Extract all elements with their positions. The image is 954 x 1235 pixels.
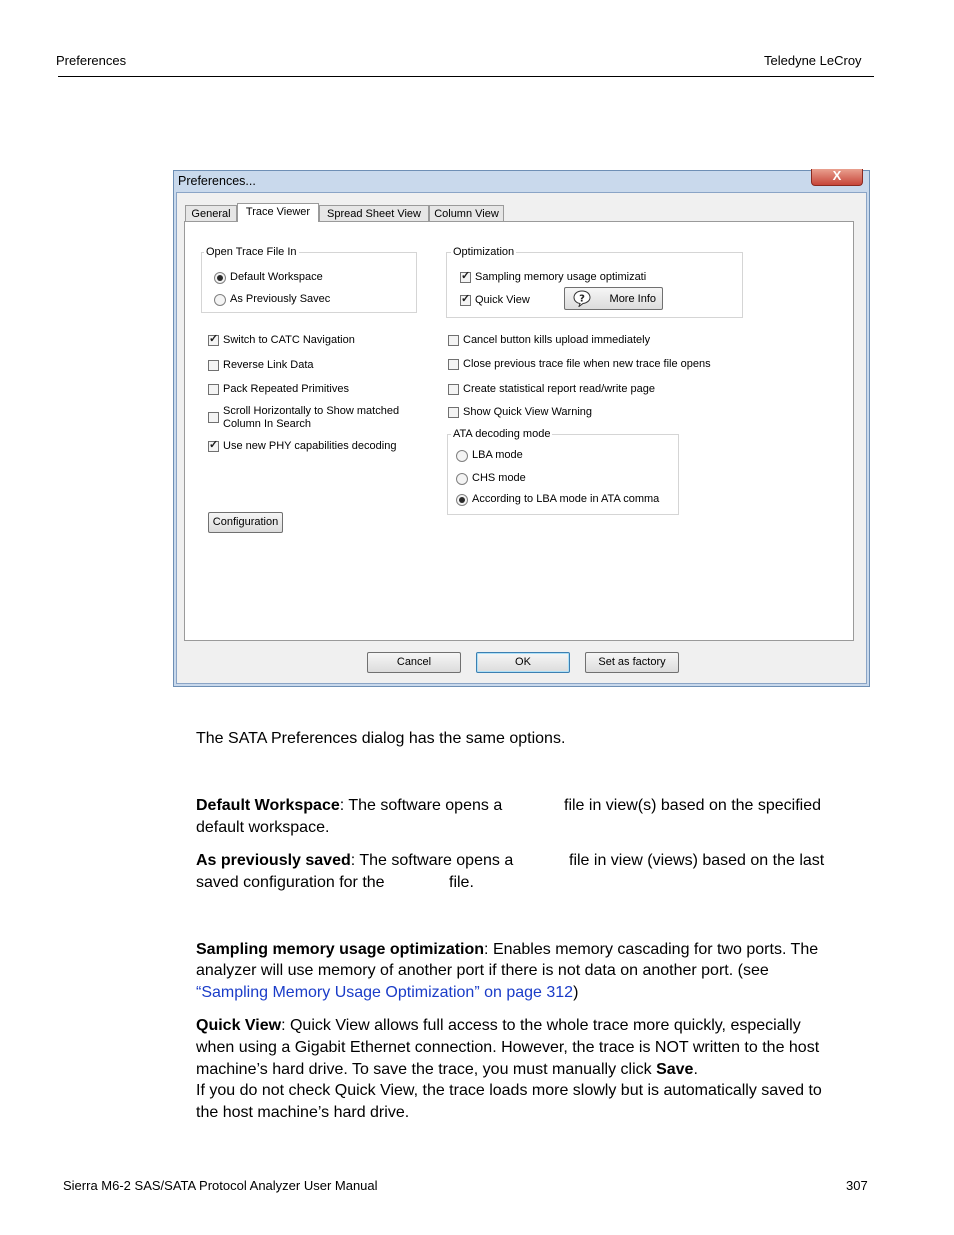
tab-spread-sheet-view[interactable]: Spread Sheet View: [319, 205, 429, 221]
close-previous-trace-checkbox[interactable]: Close previous trace file when new trace file opens: [448, 358, 711, 371]
scroll-horizontally-checkbox[interactable]: Scroll Horizontally to Show matched Column In Search: [208, 405, 399, 431]
optimization-group-label: Optimization: [453, 246, 515, 258]
checkbox-unchecked-icon: [208, 412, 219, 423]
dialog-title: Preferences...: [178, 174, 256, 188]
header-company: Teledyne LeCroy: [764, 53, 862, 68]
radio-lba-mode[interactable]: LBA mode: [456, 449, 523, 462]
ata-decoding-group-label: ATA decoding mode: [453, 428, 551, 440]
default-workspace-line2: default workspace.: [196, 819, 330, 836]
checkbox-unchecked-icon: [208, 360, 219, 371]
checkbox-unchecked-icon: [448, 407, 459, 418]
checkbox-unchecked-icon: [448, 384, 459, 395]
radio-unselected-icon: [214, 294, 226, 306]
checkbox-checked-icon: [460, 295, 471, 306]
tab-general[interactable]: General: [185, 205, 237, 221]
default-workspace-line1b: file in view(s) based on the specified: [564, 797, 822, 814]
radio-chs-mode[interactable]: CHS mode: [456, 472, 526, 485]
quick-view-line5: the host machine’s hard drive.: [196, 1104, 410, 1121]
footer-manual-title: Sierra M6-2 SAS/SATA Protocol Analyzer User Manual: [63, 1178, 378, 1193]
help-bubble-icon: [573, 290, 591, 307]
close-icon: X: [832, 168, 842, 183]
cancel-kills-upload-checkbox[interactable]: Cancel button kills upload immediately: [448, 334, 650, 347]
tab-column-view[interactable]: Column View: [429, 205, 504, 221]
ok-button[interactable]: OK: [476, 652, 570, 673]
cancel-button[interactable]: Cancel: [367, 652, 461, 673]
dialog-body: [176, 192, 867, 684]
pack-repeated-primitives-checkbox[interactable]: Pack Repeated Primitives: [208, 383, 349, 396]
previously-saved-line1b: file in view (views) based on the last: [569, 852, 825, 869]
quick-view-checkbox[interactable]: ✓ Quick View: [460, 294, 530, 307]
header-rule: [58, 76, 874, 77]
checkbox-checked-icon: [208, 441, 219, 452]
trace-viewer-panel: [184, 221, 854, 641]
default-workspace-line1: Default Workspace: The software opens a: [196, 797, 503, 814]
checkbox-unchecked-icon: [448, 359, 459, 370]
create-statistical-report-checkbox[interactable]: Create statistical report read/write page: [448, 383, 655, 396]
close-button[interactable]: [811, 169, 863, 186]
header-section-title: Preferences: [56, 53, 127, 68]
radio-according-to-lba[interactable]: According to LBA mode in ATA comma: [456, 493, 659, 506]
sampling-line1: Sampling memory usage optimization: Enables memory cascading for two ports. The: [196, 941, 819, 958]
radio-selected-icon: [456, 494, 468, 506]
sata-note: The SATA Preferences dialog has the same options.: [196, 730, 566, 747]
checkbox-checked-icon: [460, 272, 471, 283]
radio-default-workspace[interactable]: Default Workspace: [214, 271, 323, 284]
quick-view-line4: If you do not check Quick View, the trace loads more slowly but is automatically saved to: [196, 1082, 822, 1099]
footer-page-number: 307: [846, 1178, 868, 1193]
radio-as-previously-saved[interactable]: As Previously Savec: [214, 293, 330, 306]
configuration-button[interactable]: Configuration: [208, 512, 283, 533]
radio-unselected-icon: [456, 450, 468, 462]
reverse-link-data-checkbox[interactable]: Reverse Link Data: [208, 359, 314, 372]
quick-view-line3: machine’s hard drive. To save the trace, you must manually click Save.: [196, 1061, 698, 1078]
open-trace-group-label: Open Trace File In: [206, 246, 297, 258]
switch-catc-navigation-checkbox[interactable]: ✓ Switch to CATC Navigation: [208, 334, 355, 347]
preferences-dialog: [173, 170, 870, 687]
quick-view-line1: Quick View: Quick View allows full access to the whole trace more quickly, especially: [196, 1017, 801, 1034]
sampling-line2: analyzer will use memory of another port if there is not data on another port. (see: [196, 962, 769, 979]
radio-selected-icon: [214, 272, 226, 284]
previously-saved-line1: As previously saved: The software opens a: [196, 852, 514, 869]
checkbox-unchecked-icon: [208, 384, 219, 395]
previously-saved-line2b: file.: [449, 874, 474, 891]
use-new-phy-checkbox[interactable]: ✓ Use new PHY capabilities decoding: [208, 440, 396, 453]
quick-view-line2: when using a Gigabit Ethernet connection. However, the trace is NOT written to the host: [196, 1039, 820, 1056]
previously-saved-line2: saved configuration for the: [196, 874, 385, 891]
svg-text:?: ?: [579, 293, 585, 305]
radio-unselected-icon: [456, 473, 468, 485]
sampling-memory-checkbox[interactable]: ✓ Sampling memory usage optimizati: [460, 271, 646, 284]
checkbox-unchecked-icon: [448, 335, 459, 346]
sampling-line3: “Sampling Memory Usage Optimization” on page 312): [196, 984, 579, 1001]
sampling-cross-reference-link[interactable]: “Sampling Memory Usage Optimization” on page 312: [196, 984, 574, 1001]
show-quick-view-warning-checkbox[interactable]: Show Quick View Warning: [448, 406, 592, 419]
checkbox-checked-icon: [208, 335, 219, 346]
tab-trace-viewer[interactable]: Trace Viewer: [237, 203, 319, 222]
set-as-factory-button[interactable]: Set as factory: [585, 652, 679, 673]
more-info-button[interactable]: ? More Info: [564, 287, 663, 310]
